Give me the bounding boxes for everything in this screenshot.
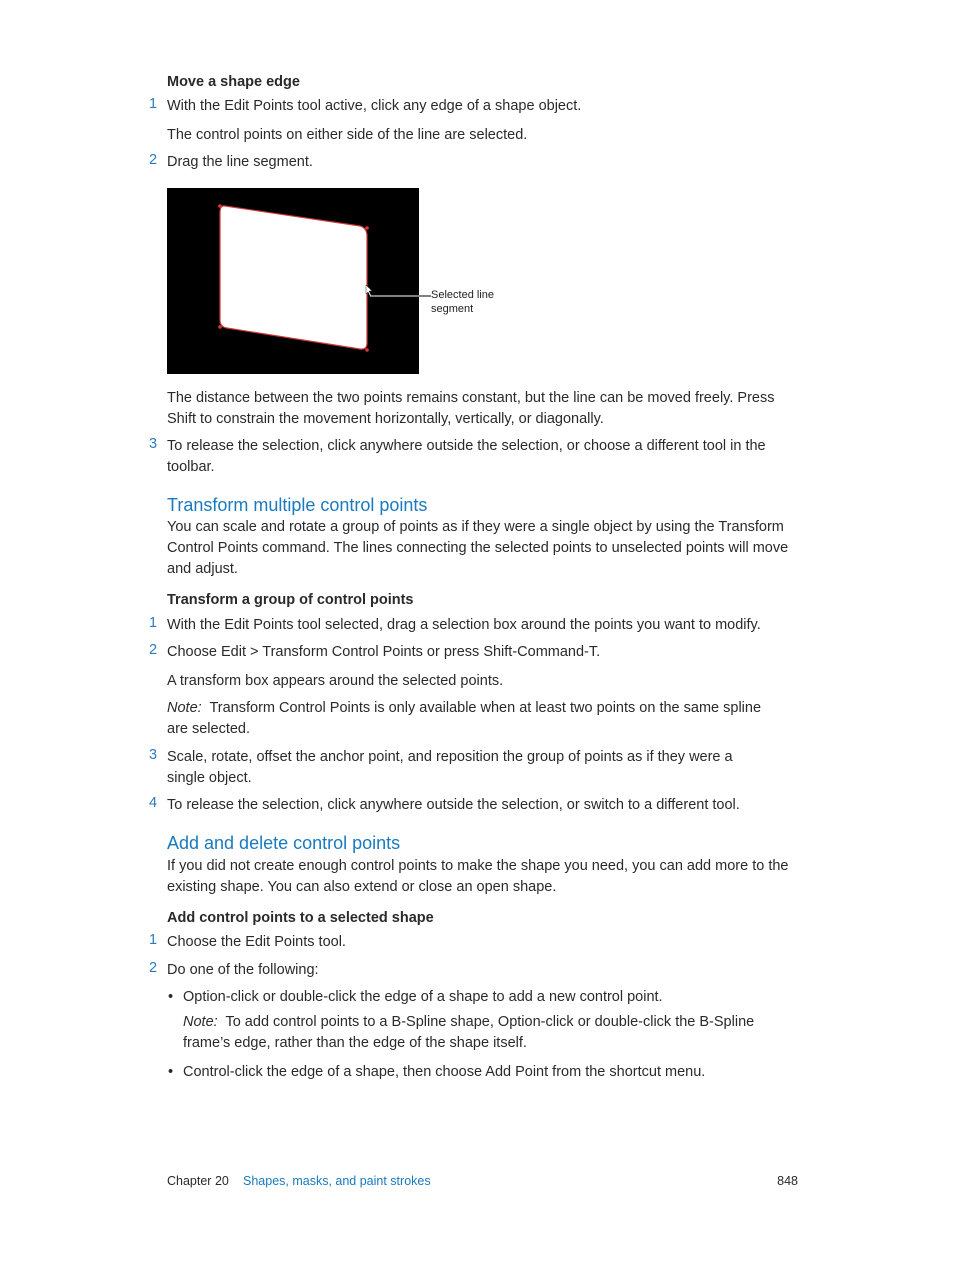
shape-illustration <box>167 188 419 374</box>
bullet-text: Control-click the edge of a shape, then choose Add Point from the shortcut menu. <box>183 1064 706 1080</box>
callout-line-1: Selected line <box>431 289 494 301</box>
note-label: Note: <box>183 1014 218 1030</box>
footer-chapter: Chapter 20 <box>167 1174 229 1188</box>
step-number: 2 <box>149 642 158 658</box>
task-title-transform: Transform a group of control points <box>167 592 414 608</box>
note-text: Transform Control Points is only available when at least two points on the same spline are selected. <box>167 700 762 737</box>
paragraph: You can scale and rotate a group of points as if they were a single object by using the Transform Control Points command. The lines connecting the selected points to unselected points will move and adjust. <box>167 519 789 577</box>
step-number: 2 <box>149 152 158 168</box>
step-text: To release the selection, click anywhere outside the selection, or switch to a different tool. <box>167 797 740 813</box>
section-heading: Add and delete control points <box>167 833 401 853</box>
note-text: To add control points to a B-Spline shape, Option-click or double-click the B-Spline frame’s edge, rather than the edge of the shape itself. <box>183 1014 755 1051</box>
note <box>167 698 777 740</box>
control-point <box>218 204 222 208</box>
step-number: 1 <box>149 615 158 631</box>
note-label: Note: <box>167 700 202 716</box>
step-number: 3 <box>149 436 158 452</box>
note <box>183 1012 783 1054</box>
step-number: 4 <box>149 795 158 811</box>
step-number: 2 <box>149 960 158 976</box>
step-text: Choose Edit > Transform Control Points or press Shift-Command-T. <box>167 644 601 660</box>
callout-leader <box>419 295 431 297</box>
paragraph: The distance between the two points remains constant, but the line can be moved freely. Press Shift to constrain the movement horizontally, vertically, or diagonally. <box>167 390 775 427</box>
step-text: With the Edit Points tool selected, drag a selection box around the points you want to modify. <box>167 617 761 633</box>
task-title-add-points: Add control points to a selected shape <box>167 910 434 926</box>
shape-edge-figure <box>167 188 419 374</box>
step-number: 1 <box>149 96 158 112</box>
step-text: To release the selection, click anywhere outside the selection, or choose a different tool in the toolbar. <box>167 438 766 475</box>
figure-callout <box>431 288 521 316</box>
paragraph: If you did not create enough control points to make the shape you need, you can add more to the existing shape. You can also extend or close an open shape. <box>167 858 789 895</box>
section-heading: Transform multiple control points <box>167 495 428 515</box>
control-point <box>218 325 222 329</box>
task-title-move-edge: Move a shape edge <box>167 74 300 90</box>
page-number: 848 <box>777 1174 798 1188</box>
step-text: Drag the line segment. <box>167 154 313 170</box>
bullet-text: Option-click or double-click the edge of a shape to add a new control point. <box>183 989 663 1005</box>
step-text: Scale, rotate, offset the anchor point, and reposition the group of points as if they were a single object. <box>167 749 733 786</box>
step-result: The control points on either side of the line are selected. <box>167 127 528 143</box>
step-result: A transform box appears around the selected points. <box>167 673 504 689</box>
footer-chapter-title[interactable]: Shapes, masks, and paint strokes <box>243 1174 431 1188</box>
control-point <box>365 348 369 352</box>
step-text: Choose the Edit Points tool. <box>167 934 346 950</box>
bullet-marker: • <box>168 989 174 1005</box>
step-text: With the Edit Points tool active, click any edge of a shape object. <box>167 98 582 114</box>
step-text: Do one of the following: <box>167 962 319 978</box>
step-number: 1 <box>149 932 158 948</box>
bullet-marker: • <box>168 1064 174 1080</box>
callout-line-2: segment <box>431 303 474 315</box>
shape-object <box>220 206 367 349</box>
step-number: 3 <box>149 747 158 763</box>
control-point <box>365 226 369 230</box>
